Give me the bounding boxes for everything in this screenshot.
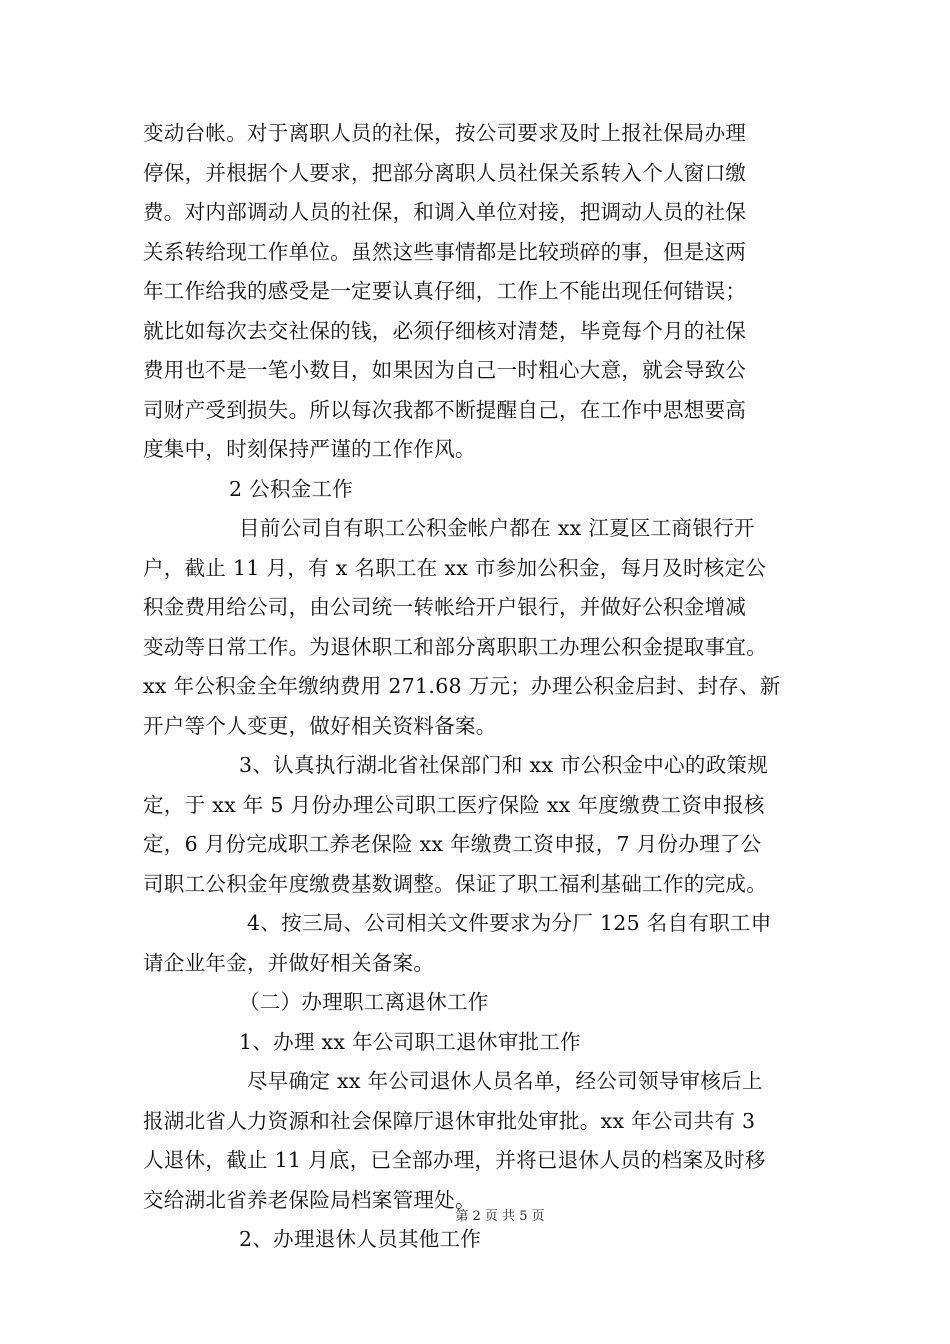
text-line: 变动等日常工作。为退休职工和部分离职职工办理公积金提取事宜。 xyxy=(143,634,767,659)
text-line: 定，于 xx 年 5 月份办理公司职工医疗保险 xx 年度缴费工资申报核 xyxy=(143,792,765,817)
text-line: 报湖北省人力资源和社会保障厅退休审批处审批。xx 年公司共有 3 xyxy=(143,1108,756,1133)
text-line: 停保，并根据个人要求，把部分离职人员社保关系转入个人窗口缴 xyxy=(143,160,747,185)
section-heading: （二）办理职工离退休工作 xyxy=(239,990,489,1014)
text-line: 年工作给我的感受是一定要认真仔细，工作上不能出现任何错误； xyxy=(143,279,747,303)
text-line: 度集中，时刻保持严谨的工作作风。 xyxy=(143,437,476,461)
text-line: 请企业年金，并做好相关备案。 xyxy=(143,950,435,975)
text-line: 变动台帐。对于离职人员的社保，按公司要求及时上报社保局办理 xyxy=(143,121,747,145)
subsection-heading: 2、办理退休人员其他工作 xyxy=(239,1227,482,1251)
text-line: 费用也不是一笔小数目，如果因为自己一时粗心大意，就会导致公 xyxy=(143,358,747,382)
section-heading: 2 公积金工作 xyxy=(229,476,354,501)
text-line: 4、按三局、公司相关文件要求为分厂 125 名自有职工申 xyxy=(247,911,772,935)
text-line: 就比如每次去交社保的钱，必须仔细核对清楚，毕竟每个月的社保 xyxy=(143,318,747,343)
text-line: 司职工公积金年度缴费基数调整。保证了职工福利基础工作的完成。 xyxy=(143,871,767,896)
text-line: 户，截止 11 月，有 x 名职工在 xx 市参加公积金，每月及时核定公 xyxy=(143,555,767,580)
text-line: 目前公司自有职工公积金帐户都在 xx 江夏区工商银行开 xyxy=(239,516,755,540)
text-line: 尽早确定 xx 年公司退休人员名单，经公司领导审核后上 xyxy=(247,1069,763,1093)
text-line: 开户等个人变更，做好相关资料备案。 xyxy=(143,713,497,738)
subsection-heading: 1、办理 xx 年公司职工退休审批工作 xyxy=(239,1029,581,1054)
page-number: 第 2 页 共 5 页 xyxy=(455,1209,545,1224)
document-body xyxy=(143,114,828,1260)
text-line: 费。对内部调动人员的社保，和调入单位对接，把调动人员的社保 xyxy=(143,200,747,224)
text-line: 3、认真执行湖北省社保部门和 xx 市公积金中心的政策规 xyxy=(239,753,769,777)
text-line: xx 年公积金全年缴纳费用 271.68 万元；办理公积金启封、封存、新 xyxy=(143,674,781,698)
text-line: 交给湖北省养老保险局档案管理处。 xyxy=(143,1187,476,1212)
text-line: 司财产受到损失。所以每次我都不断提醒自己，在工作中思想要高 xyxy=(143,397,747,422)
text-line: 积金费用给公司，由公司统一转帐给开户银行，并做好公积金增减 xyxy=(143,595,747,619)
text-line: 定，6 月份完成职工养老保险 xx 年缴费工资申报，7 月份办理了公 xyxy=(143,832,762,856)
text-line: 人退休，截止 11 月底，已全部办理，并将已退休人员的档案及时移 xyxy=(143,1148,766,1172)
text-line: 关系转给现工作单位。虽然这些事情都是比较琐碎的事，但是这两 xyxy=(143,239,747,264)
